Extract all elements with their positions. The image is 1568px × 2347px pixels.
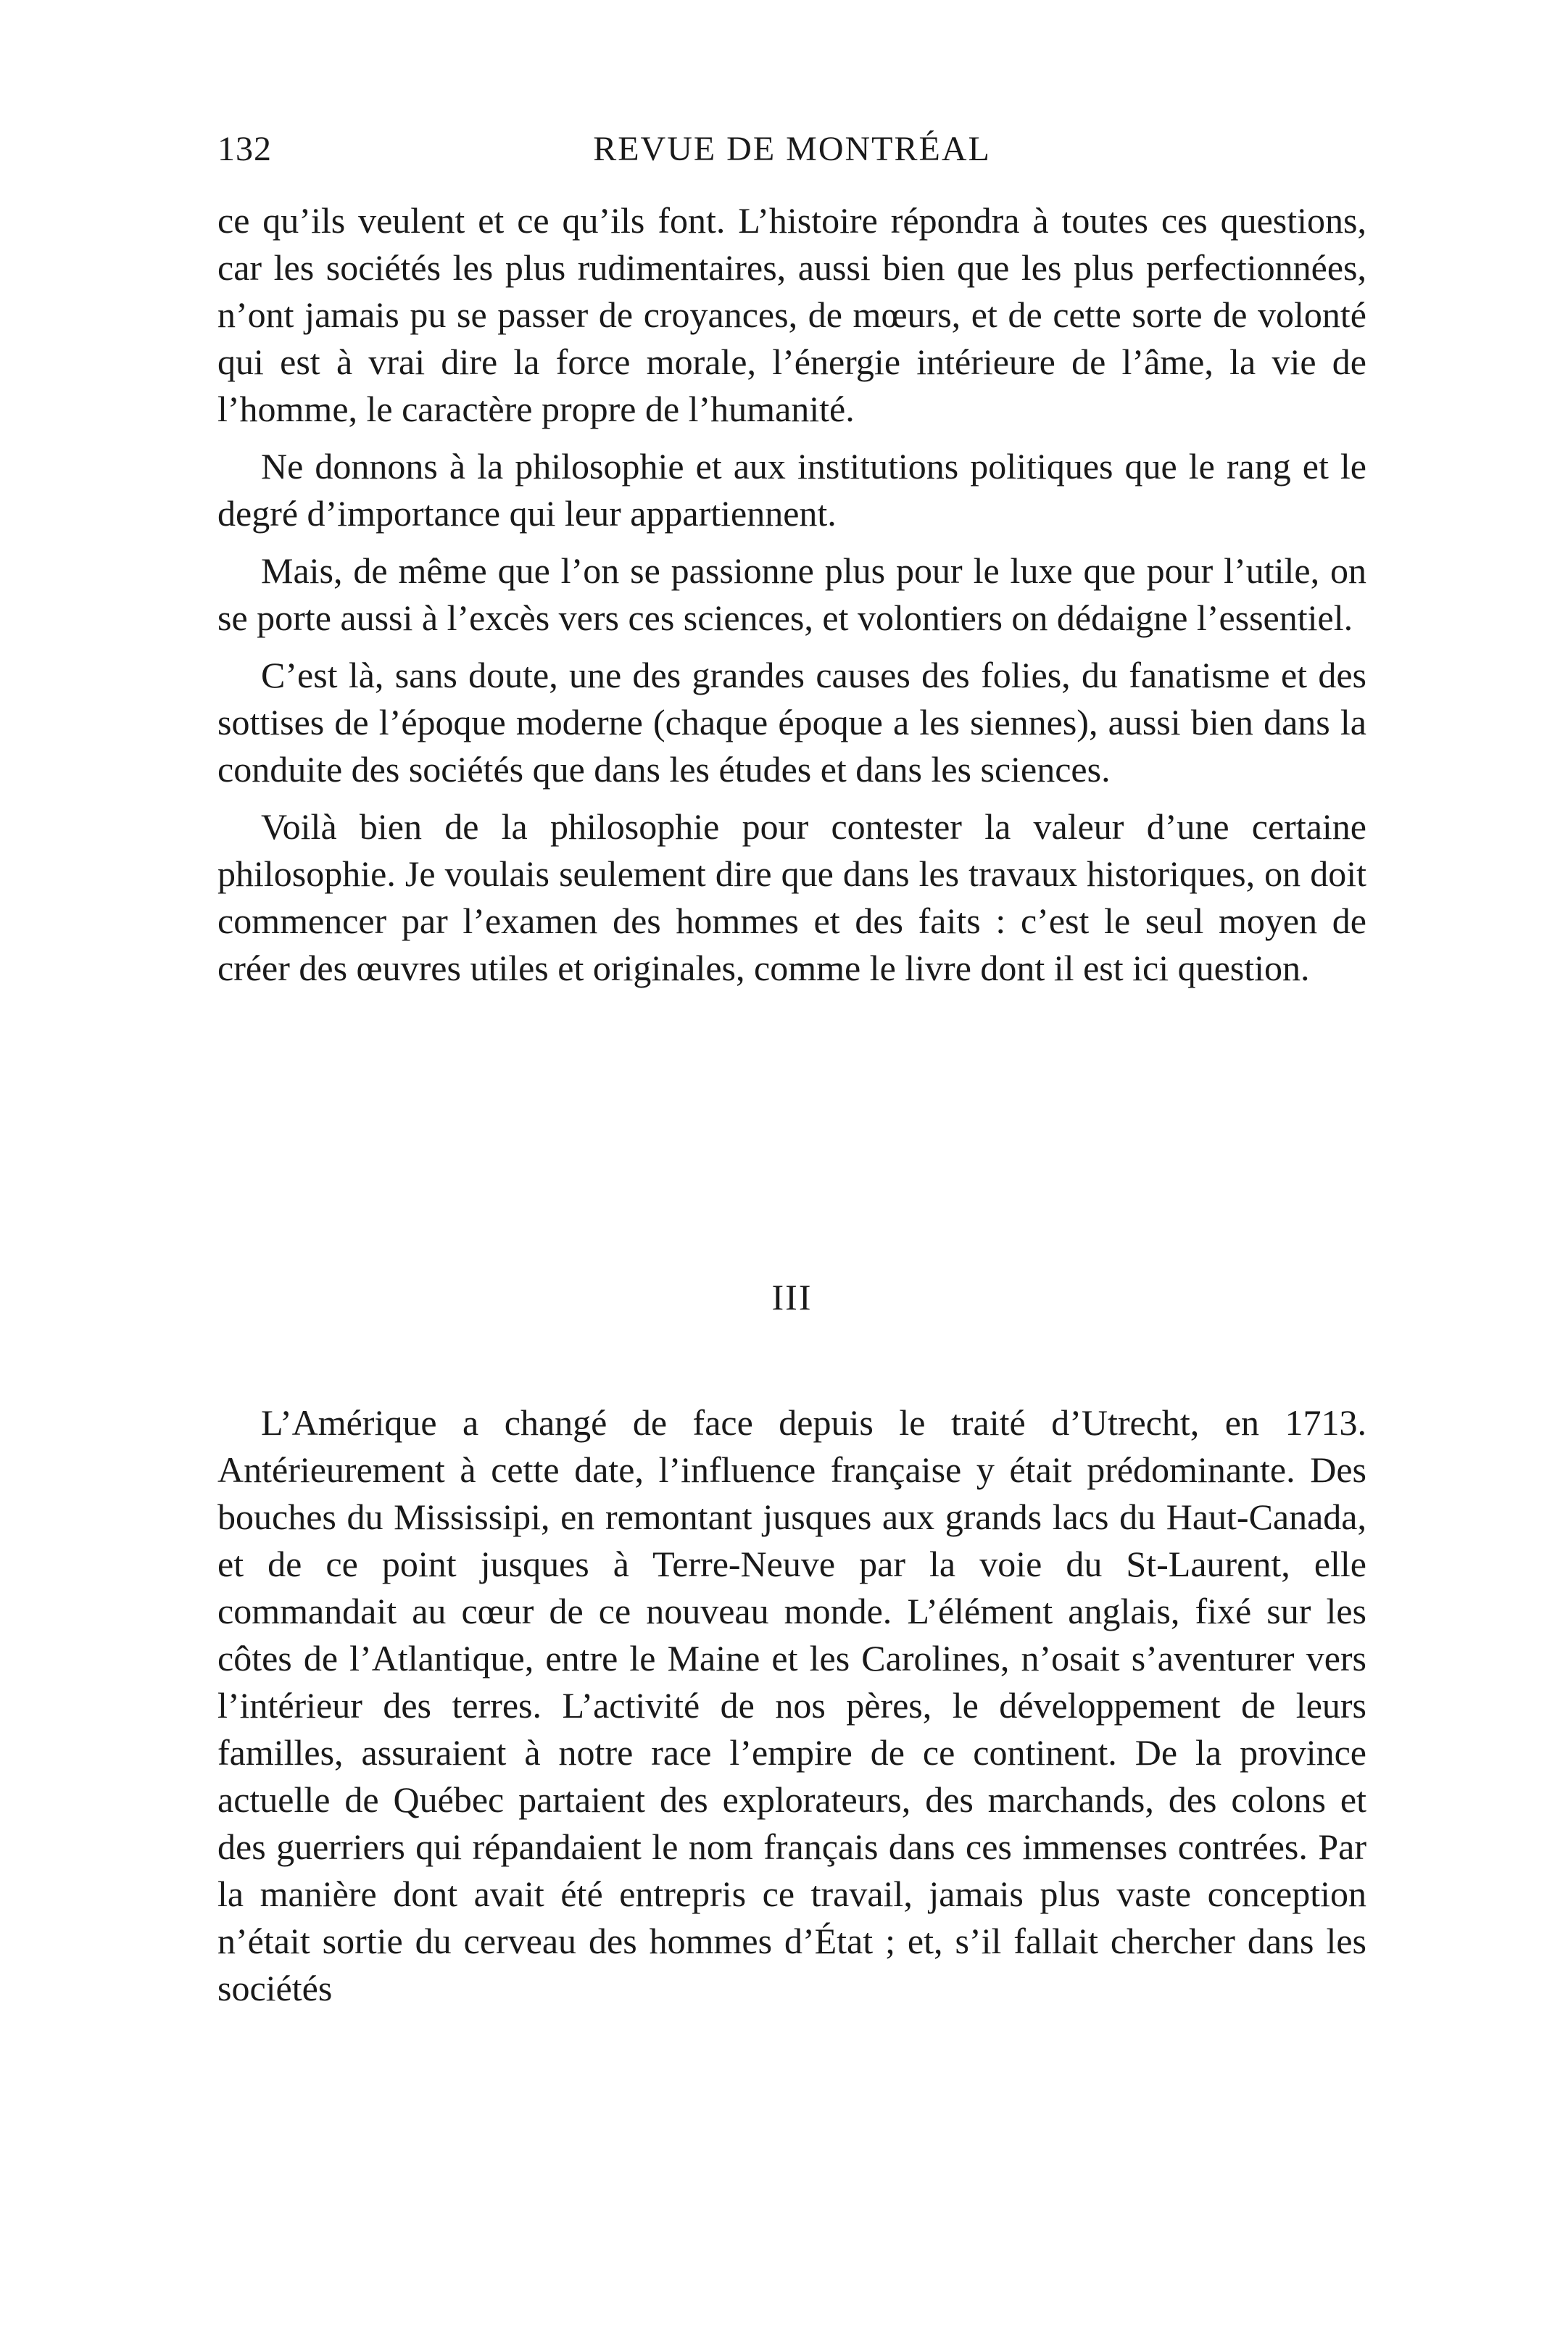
paragraph: ce qu’ils veulent et ce qu’ils font. L’histoire répondra à toutes ces questions, car les sociétés les plus rudimentaires, aussi bien que les plus perfectionnées, n’ont jamais pu se passer de croyances, de mœurs, et de cette sorte de volonté qui est à vrai dire la force morale, l’énergie intérieure de l’âme, la vie de l’homme, le caractère propre de l’humanité.	[217, 200, 1366, 429]
paragraph: L’Amérique a changé de face depuis le traité d’Utrecht, en 1713. Antérieurement à cette date, l’influence française y était prédominante. Des bouches du Mississipi, en remontant jusques aux grands lacs du Haut-Canada, et de ce point jusques à Terre-Neuve par la voie du St-Laurent, elle commandait au cœur de ce nouveau monde. L’élément anglais, fixé sur les côtes de l’Atlantique, entre le Maine et les Carolines, n’osait s’aventurer vers l’intérieur des terres. L’activité de nos pères, le développement de leurs familles, assuraient à notre race l’empire de ce continent. De la province actuelle de Québec partaient des explorateurs, des marchands, des colons et des guerriers qui répandaient le nom français dans ces immenses contrées. Par la manière dont avait été entrepris ce travail, jamais plus vaste conception n’était sortie du cerveau des hommes d’État ; et, s’il fallait chercher dans les sociétés	[217, 1402, 1366, 2008]
paragraph: C’est là, sans doute, une des grandes causes des folies, du fanatisme et des sottises de l’époque moderne (chaque époque a les siennes), aussi bien dans la conduite des sociétés que dans les études et dans les sciences.	[217, 655, 1366, 790]
text-block-top	[217, 197, 1366, 1002]
paragraph: Mais, de même que l’on se passionne plus pour le luxe que pour l’utile, on se porte aussi à l’excès vers ces sciences, et volontiers on dédaigne l’essentiel.	[217, 550, 1366, 638]
section-heading: III	[771, 1277, 813, 1317]
paragraph: Voilà bien de la philosophie pour contester la valeur d’une certaine philosophie. Je voulais seulement dire que dans les travaux historiques, on doit commencer par l’examen des hommes et des faits : c’est le seul moyen de créer des œuvres utiles et originales, comme le livre dont il est ici question.	[217, 806, 1366, 988]
text-block-bottom	[217, 1399, 1366, 2022]
page-header	[217, 129, 1366, 180]
running-title: REVUE DE MONTRÉAL	[593, 130, 991, 168]
paragraph: Ne donnons à la philosophie et aux institutions politiques que le rang et le degré d’importance qui leur appartiennent.	[217, 446, 1366, 534]
page-number: 132	[217, 130, 272, 168]
